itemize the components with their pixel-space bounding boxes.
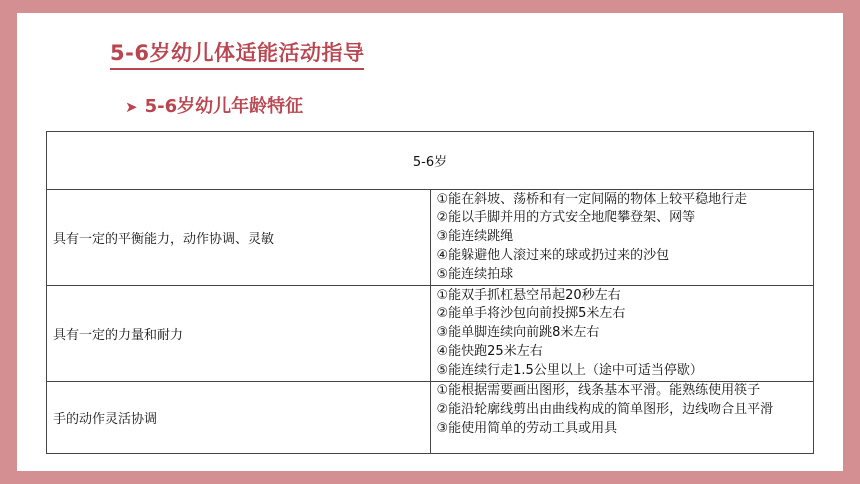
section-heading bbox=[125, 94, 303, 120]
table-header-row bbox=[47, 132, 814, 190]
list-item: ④能快跑25米左右 bbox=[436, 343, 543, 359]
list-item: ②能以手脚并用的方式安全地爬攀登架、网等 bbox=[436, 210, 696, 226]
table-row bbox=[47, 286, 814, 382]
slide bbox=[17, 13, 843, 471]
list-item: ①能在斜坡、荡桥和有一定间隔的物体上较平稳地行走 bbox=[436, 191, 748, 207]
trait-cell: 具有一定的平衡能力，动作协调、灵敏 bbox=[47, 190, 431, 286]
page-title: 5-6岁幼儿体适能活动指导 bbox=[110, 39, 364, 70]
table-row bbox=[47, 190, 814, 286]
list-item: ④能躲避他人滚过来的球或扔过来的沙包 bbox=[436, 247, 670, 263]
items-cell bbox=[430, 382, 814, 454]
items-cell bbox=[430, 190, 814, 286]
list-item: ②能沿轮廓线剪出由曲线构成的简单图形，边线吻合且平滑 bbox=[436, 401, 774, 417]
list-item: ①能根据需要画出图形，线条基本平滑。能熟练使用筷子 bbox=[436, 383, 761, 398]
list-item: ⑤能连续行走1.5公里以上（途中可适当停歇） bbox=[436, 362, 703, 378]
arrow-bullet-icon: ➤ bbox=[125, 98, 138, 116]
trait-cell: 具有一定的力量和耐力 bbox=[47, 286, 431, 382]
list-item: ⑤能连续拍球 bbox=[436, 266, 514, 282]
list-item: ③能使用简单的劳动工具或用具 bbox=[436, 420, 618, 436]
section-heading-text: 5-6岁幼儿年龄特征 bbox=[144, 96, 304, 117]
list-item: ③能连续跳绳 bbox=[436, 229, 514, 245]
list-item: ③能单脚连续向前跳8米左右 bbox=[436, 325, 600, 341]
age-characteristics-table bbox=[46, 131, 814, 454]
trait-cell: 手的动作灵活协调 bbox=[47, 382, 431, 454]
list-item: ①能双手抓杠悬空吊起20秒左右 bbox=[436, 287, 621, 303]
items-cell bbox=[430, 286, 814, 382]
table-header-cell: 5-6岁 bbox=[47, 132, 814, 190]
list-item: ②能单手将沙包向前投掷5米左右 bbox=[436, 306, 626, 322]
table-row bbox=[47, 382, 814, 454]
